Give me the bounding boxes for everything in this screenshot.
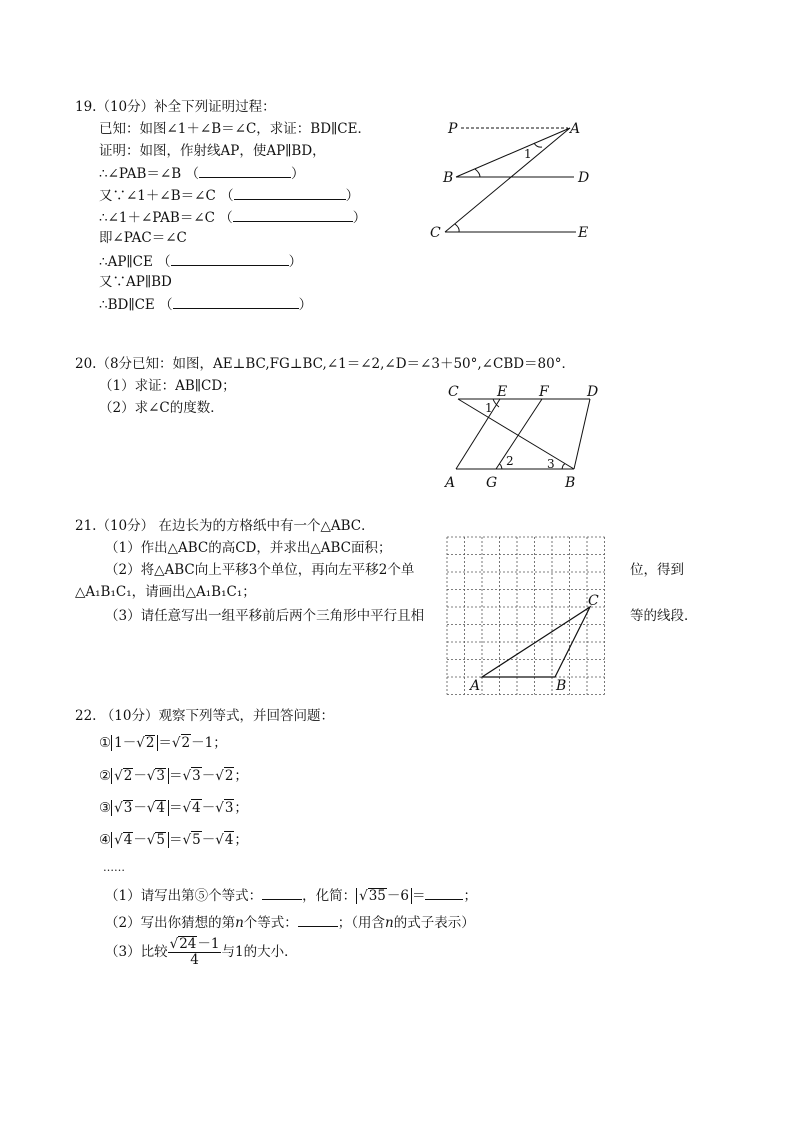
label-p: P [448, 121, 458, 137]
q20-part2: （2）求∠C的度数． [99, 400, 224, 416]
q21-part1: （1）作出△ABC的高CD，并求出△ABC面积； [105, 540, 392, 556]
label-b: B [443, 170, 454, 186]
label-e: E [578, 225, 589, 241]
q22-blank-2[interactable] [425, 886, 463, 900]
label-g: G [486, 475, 498, 491]
q20-part1: （1）求证：AB∥CD； [99, 378, 236, 394]
q21-part2-c: △A₁B₁C₁，请画出△A₁B₁C₁； [75, 584, 256, 600]
q22-eq1: ① 1－√2 ＝√2－1； [99, 735, 227, 751]
q22-eq3: ③ √3－√4 ＝√4－√3； [99, 800, 248, 816]
q21-part3-a: （3）请任意写出一组平移前后两个三角形中平行且相 [105, 608, 425, 624]
label-angle-3: 3 [547, 457, 555, 471]
label-f: F [539, 384, 549, 400]
q21-part3-b: 等的线段． [630, 608, 698, 624]
q19-step-2: 又∵∠1＋∠B＝∠C （ ） [99, 188, 360, 204]
label-e: E [497, 384, 508, 400]
q19-step-7: ∴BD∥CE （ ） [99, 297, 313, 313]
label-d: D [578, 170, 590, 186]
q22-blank-1[interactable] [262, 886, 302, 900]
grid-lines [447, 537, 605, 695]
q22-eq4: ④ √4－√5 ＝√5－√4； [99, 832, 248, 848]
q20-heading: 20.（8分已知：如图，AE⊥BC,FG⊥BC,∠1＝∠2,∠D＝∠3＋50°,∠CBD＝80°． [75, 356, 575, 372]
q22-part1: （1）请写出第⑤个等式： ，化简： √35－6 ＝ ； [105, 888, 477, 904]
label-a: A [470, 678, 481, 694]
q19-heading: 19.（10分）补全下列证明过程： [75, 99, 276, 115]
q19-step-2-text: 又∵∠1＋∠B＝∠C [99, 188, 216, 204]
label-angle-1: 1 [524, 147, 532, 161]
label-a: A [445, 475, 456, 491]
label-c: C [588, 593, 599, 609]
q22-heading: 22. （10分）观察下列等式，并回答问题： [75, 708, 334, 724]
q19-step-6: 又∵AP∥BD [99, 274, 172, 290]
label-d: D [587, 384, 599, 400]
q21-part2-b: 位，得到 [630, 562, 684, 578]
label-b: B [565, 475, 576, 491]
q19-step-3: ∴∠1＋∠PAB＝∠C （ ） [99, 210, 367, 226]
q19-proof-intro: 证明：如图，作射线AP，使AP∥BD， [99, 143, 326, 159]
q22-part2: （2）写出你猜想的第n个等式： ；（用含n的式子表示） [105, 915, 475, 931]
q19-step-3-text: ∴∠1＋∠PAB＝∠C [99, 210, 215, 226]
label-a: A [570, 121, 581, 137]
label-c: C [448, 384, 459, 400]
q19-step-5: ∴AP∥CE （ ） [99, 254, 303, 270]
q22-fraction: $\frac{√24-1}{4}$ [169, 936, 220, 968]
q22-part3: （3）比较 $\frac{√24-1}{4}$ 与1的大小． [105, 936, 298, 968]
q19-step-5-text: ∴AP∥CE [99, 254, 153, 270]
q19-step-1: ∴∠PAB＝∠B （ ） [99, 166, 305, 182]
label-angle-1: 1 [485, 401, 493, 415]
label-angle-2: 2 [506, 454, 514, 468]
q21-part2-a: （2）将△ABC向上平移3个单位，再向左平移2个单 [105, 562, 415, 578]
label-b: B [556, 678, 567, 694]
triangle-abc [482, 607, 590, 677]
q22-eq2: ② √2－√3 ＝√3－√2； [99, 768, 248, 784]
q19-given: 已知：如图∠1＋∠B＝∠C，求证：BD∥CE． [99, 121, 371, 137]
q19-step-1-text: ∴∠PAB＝∠B [99, 166, 182, 182]
q22-blank-3[interactable] [298, 913, 338, 927]
q19-step-4: 即∠PAC＝∠C [99, 230, 187, 246]
q19-step-7-text: ∴BD∥CE [99, 297, 155, 313]
q21-heading: 21.（10分） 在边长为的方格纸中有一个△ABC． [75, 518, 375, 534]
label-c: C [430, 225, 441, 241]
q22-ellipsis: …… [103, 861, 125, 874]
